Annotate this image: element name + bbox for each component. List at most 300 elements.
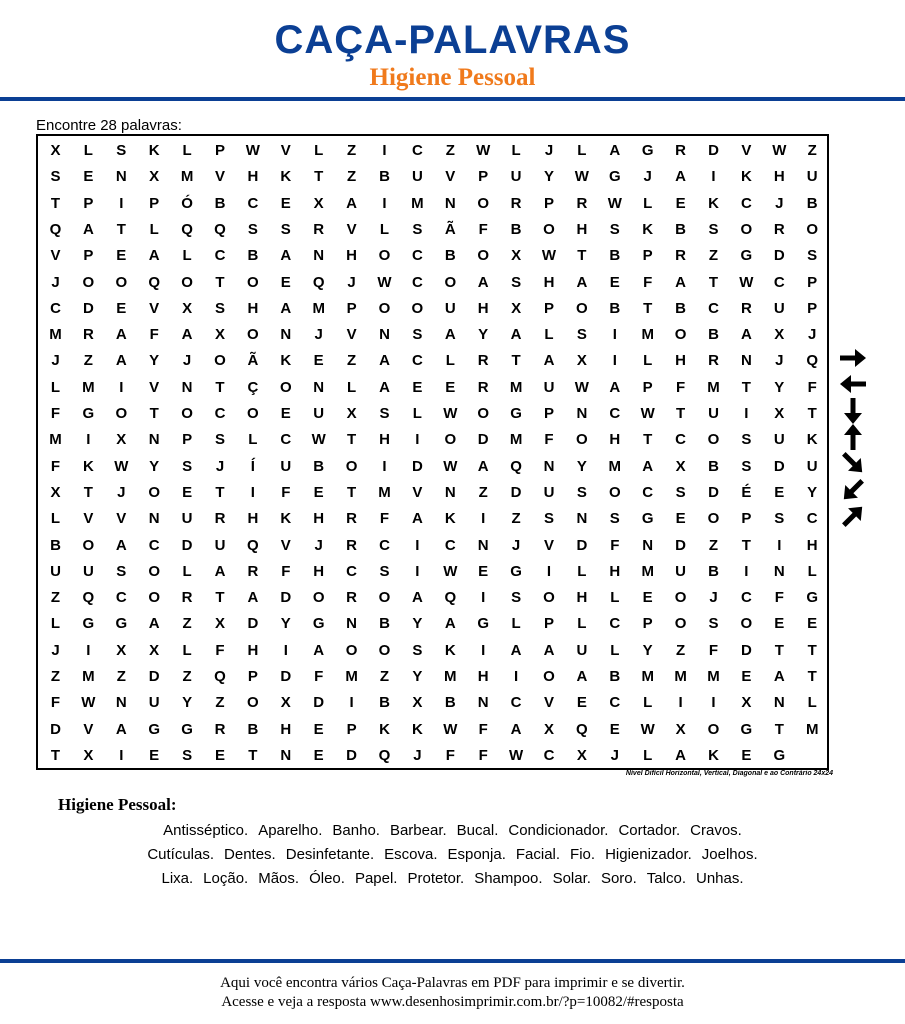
grid-letter[interactable]: C (609, 694, 621, 712)
grid-letter[interactable]: P (642, 615, 653, 633)
grid-letter[interactable]: S (708, 615, 719, 633)
grid-letter[interactable]: E (313, 746, 324, 764)
grid-letter[interactable]: X (774, 326, 785, 344)
grid-letter[interactable]: C (115, 589, 127, 607)
grid-letter[interactable]: X (412, 694, 423, 712)
grid-letter[interactable]: W (574, 378, 589, 396)
grid-letter[interactable]: M (378, 483, 391, 501)
grid-letter[interactable]: I (711, 168, 716, 186)
grid-letter[interactable]: W (311, 431, 326, 449)
grid-letter[interactable]: G (82, 405, 95, 422)
grid-letter[interactable]: N (115, 694, 127, 712)
grid-letter[interactable]: Z (708, 247, 719, 265)
grid-letter[interactable]: T (643, 431, 653, 449)
grid-letter[interactable]: U (510, 168, 522, 186)
grid-letter[interactable]: P (83, 194, 94, 212)
grid-letter[interactable]: L (347, 378, 357, 396)
grid-letter[interactable]: X (50, 483, 61, 501)
grid-letter[interactable]: D (773, 247, 785, 265)
grid-letter[interactable]: D (313, 694, 325, 712)
grid-letter[interactable]: T (215, 273, 225, 291)
grid-letter[interactable]: O (115, 405, 128, 422)
grid-letter[interactable]: O (345, 457, 358, 475)
grid-letter[interactable]: X (182, 299, 193, 317)
grid-letter[interactable]: L (643, 746, 653, 764)
grid-letter[interactable]: U (50, 562, 61, 580)
grid-letter[interactable]: A (609, 378, 621, 396)
grid-letter[interactable]: J (610, 746, 619, 764)
grid-letter[interactable]: X (280, 694, 291, 712)
grid-letter[interactable]: A (609, 142, 621, 159)
grid-letter[interactable]: H (346, 247, 358, 265)
grid-letter[interactable]: A (675, 746, 687, 764)
grid-letter[interactable]: O (674, 326, 687, 344)
grid-letter[interactable]: A (444, 326, 456, 344)
grid-letter[interactable]: A (313, 641, 325, 659)
grid-letter[interactable]: W (377, 273, 392, 291)
grid-letter[interactable]: I (481, 510, 486, 528)
grid-letter[interactable]: R (346, 536, 358, 554)
grid-letter[interactable]: Y (149, 352, 160, 370)
grid-letter[interactable]: Z (676, 641, 686, 659)
grid-letter[interactable]: Y (543, 168, 554, 186)
grid-letter[interactable]: I (546, 562, 552, 580)
grid-letter[interactable]: C (148, 536, 160, 554)
grid-letter[interactable]: B (806, 194, 818, 212)
grid-letter[interactable]: Y (478, 326, 489, 344)
grid-letter[interactable]: X (50, 142, 61, 159)
grid-letter[interactable]: O (543, 589, 555, 607)
grid-letter[interactable]: U (576, 641, 588, 659)
grid-letter[interactable]: W (114, 457, 129, 475)
grid-letter[interactable]: E (412, 378, 423, 396)
grid-letter[interactable]: H (576, 220, 588, 238)
grid-letter[interactable]: U (806, 457, 818, 475)
grid-letter[interactable]: K (280, 168, 292, 186)
grid-letter[interactable]: L (643, 194, 653, 212)
grid-letter[interactable]: E (280, 273, 291, 291)
grid-letter[interactable]: N (181, 378, 193, 396)
grid-letter[interactable]: S (50, 168, 61, 186)
grid-letter[interactable]: T (774, 641, 784, 659)
grid-letter[interactable]: W (509, 746, 524, 764)
grid-letter[interactable]: Q (806, 352, 819, 370)
grid-letter[interactable]: M (49, 431, 62, 449)
grid-letter[interactable]: A (115, 326, 127, 344)
grid-letter[interactable]: O (411, 299, 424, 317)
grid-letter[interactable]: F (544, 431, 554, 449)
grid-letter[interactable]: X (675, 720, 686, 738)
grid-letter[interactable]: J (314, 536, 323, 554)
grid-letter[interactable]: C (247, 194, 259, 212)
grid-letter[interactable]: V (214, 168, 225, 186)
grid-letter[interactable]: F (215, 641, 225, 659)
grid-letter[interactable]: X (511, 247, 522, 265)
grid-letter[interactable]: I (415, 431, 420, 449)
grid-letter[interactable]: V (346, 326, 357, 344)
grid-letter[interactable]: B (379, 615, 390, 633)
grid-letter[interactable]: I (415, 536, 420, 554)
grid-letter[interactable]: T (807, 668, 817, 685)
grid-letter[interactable]: H (477, 668, 489, 685)
grid-letter[interactable]: D (675, 536, 687, 554)
grid-letter[interactable]: O (740, 615, 753, 633)
grid-letter[interactable]: Q (510, 457, 522, 475)
grid-letter[interactable]: E (83, 168, 94, 186)
grid-letter[interactable]: O (444, 431, 457, 449)
grid-letter[interactable]: M (674, 668, 687, 685)
grid-letter[interactable]: E (313, 720, 324, 738)
grid-letter[interactable]: M (411, 194, 424, 212)
grid-letter[interactable]: S (511, 589, 522, 607)
grid-letter[interactable]: J (413, 746, 422, 764)
grid-letter[interactable]: S (576, 326, 587, 344)
grid-letter[interactable]: S (247, 220, 258, 238)
grid-letter[interactable]: Z (50, 589, 61, 607)
grid-letter[interactable]: A (510, 326, 522, 344)
grid-letter[interactable]: B (510, 220, 522, 238)
grid-letter[interactable]: Q (444, 589, 457, 607)
grid-letter[interactable]: V (83, 510, 94, 528)
grid-letter[interactable]: D (148, 668, 160, 685)
grid-letter[interactable]: S (543, 510, 554, 528)
grid-letter[interactable]: A (115, 536, 127, 554)
grid-letter[interactable]: X (741, 694, 752, 712)
grid-letter[interactable]: I (382, 457, 387, 475)
grid-letter[interactable]: A (148, 615, 160, 633)
grid-letter[interactable]: N (313, 378, 325, 396)
grid-letter[interactable]: Ã (444, 220, 456, 238)
grid-letter[interactable]: A (477, 457, 489, 475)
grid-letter[interactable]: Q (181, 220, 193, 238)
grid-letter[interactable]: C (609, 405, 621, 422)
grid-letter[interactable]: L (610, 641, 620, 659)
grid-letter[interactable]: J (117, 483, 126, 501)
grid-letter[interactable]: A (740, 326, 752, 344)
grid-letter[interactable]: Y (182, 694, 193, 712)
grid-letter[interactable]: K (411, 720, 423, 738)
grid-letter[interactable]: B (247, 247, 259, 265)
grid-letter[interactable]: L (577, 562, 587, 580)
grid-letter[interactable]: J (51, 641, 60, 659)
grid-letter[interactable]: V (445, 168, 456, 186)
grid-letter[interactable]: N (477, 536, 489, 554)
grid-letter[interactable]: B (708, 457, 719, 475)
grid-letter[interactable]: E (313, 483, 324, 501)
grid-letter[interactable]: H (477, 299, 489, 317)
grid-letter[interactable]: I (777, 536, 782, 554)
grid-letter[interactable]: I (612, 326, 617, 344)
grid-letter[interactable]: L (83, 142, 93, 159)
grid-letter[interactable]: O (707, 431, 720, 449)
grid-letter[interactable]: U (411, 168, 423, 186)
grid-letter[interactable]: A (214, 562, 226, 580)
grid-letter[interactable]: M (641, 668, 654, 685)
grid-letter[interactable]: X (675, 457, 686, 475)
grid-letter[interactable]: O (740, 220, 753, 238)
grid-letter[interactable]: N (148, 510, 160, 528)
grid-letter[interactable]: S (214, 299, 225, 317)
grid-letter[interactable]: X (576, 746, 587, 764)
grid-letter[interactable]: G (181, 720, 193, 738)
grid-letter[interactable]: R (82, 326, 94, 344)
grid-letter[interactable]: I (382, 142, 387, 159)
grid-letter[interactable]: B (675, 220, 687, 238)
grid-letter[interactable]: I (415, 562, 420, 580)
grid-letter[interactable]: W (443, 720, 458, 738)
grid-letter[interactable]: X (576, 352, 587, 370)
grid-letter[interactable]: P (642, 378, 653, 396)
grid-letter[interactable]: W (574, 168, 589, 186)
grid-letter[interactable]: N (280, 326, 292, 344)
grid-letter[interactable]: H (247, 510, 259, 528)
grid-letter[interactable]: Ã (247, 352, 259, 370)
grid-letter[interactable]: T (215, 589, 225, 607)
grid-letter[interactable]: S (741, 457, 752, 475)
grid-letter[interactable]: N (773, 694, 785, 712)
grid-letter[interactable]: R (346, 510, 358, 528)
grid-letter[interactable]: H (313, 510, 325, 528)
grid-letter[interactable]: N (313, 247, 325, 265)
grid-letter[interactable]: M (608, 457, 622, 475)
grid-letter[interactable]: D (477, 431, 489, 449)
grid-letter[interactable]: H (773, 168, 785, 186)
grid-letter[interactable]: L (50, 615, 61, 633)
grid-letter[interactable]: I (86, 431, 91, 449)
grid-letter[interactable]: F (478, 720, 488, 738)
grid-letter[interactable]: A (411, 510, 423, 528)
grid-letter[interactable]: U (806, 168, 818, 186)
grid-letter[interactable]: P (642, 247, 653, 265)
grid-letter[interactable]: C (708, 299, 719, 317)
grid-letter[interactable]: R (181, 589, 193, 607)
grid-letter[interactable]: W (541, 247, 557, 265)
grid-letter[interactable]: W (443, 562, 458, 580)
grid-letter[interactable]: E (149, 746, 160, 764)
grid-letter[interactable]: Z (347, 352, 357, 370)
grid-letter[interactable]: R (510, 194, 522, 212)
grid-letter[interactable]: U (181, 510, 193, 528)
grid-letter[interactable]: L (544, 326, 554, 344)
grid-letter[interactable]: D (708, 483, 719, 501)
grid-letter[interactable]: J (709, 589, 718, 607)
grid-letter[interactable]: L (610, 589, 620, 607)
grid-letter[interactable]: H (247, 299, 259, 317)
grid-letter[interactable]: S (609, 220, 620, 238)
grid-letter[interactable]: O (148, 562, 161, 580)
grid-letter[interactable]: H (379, 431, 390, 449)
grid-letter[interactable]: T (676, 405, 686, 422)
grid-letter[interactable]: A (82, 220, 94, 238)
grid-letter[interactable]: T (215, 378, 225, 396)
grid-letter[interactable]: N (740, 352, 752, 370)
grid-letter[interactable]: D (740, 641, 752, 659)
grid-letter[interactable]: W (443, 457, 458, 475)
grid-letter[interactable]: O (707, 510, 720, 528)
grid-letter[interactable]: M (707, 668, 720, 685)
grid-letter[interactable]: U (543, 378, 555, 396)
grid-letter[interactable]: P (149, 194, 160, 212)
grid-letter[interactable]: F (314, 668, 324, 685)
grid-letter[interactable]: B (609, 247, 621, 265)
grid-letter[interactable]: J (643, 168, 652, 186)
grid-letter[interactable]: I (119, 378, 124, 396)
grid-letter[interactable]: R (477, 352, 489, 370)
grid-letter[interactable]: W (739, 273, 754, 291)
grid-letter[interactable]: C (510, 694, 522, 712)
grid-letter[interactable]: E (675, 194, 686, 212)
grid-letter[interactable]: Ó (181, 194, 193, 212)
grid-letter[interactable]: Y (807, 483, 818, 501)
grid-letter[interactable]: D (82, 299, 94, 317)
grid-letter[interactable]: P (214, 142, 225, 159)
grid-letter[interactable]: D (181, 536, 193, 554)
grid-letter[interactable]: É (741, 483, 752, 501)
grid-letter[interactable]: E (774, 483, 785, 501)
grid-letter[interactable]: O (674, 615, 687, 633)
grid-letter[interactable]: O (444, 273, 457, 291)
grid-letter[interactable]: M (345, 668, 358, 685)
grid-letter[interactable]: N (477, 694, 489, 712)
grid-letter[interactable]: A (543, 641, 555, 659)
grid-letter[interactable]: G (608, 168, 621, 186)
grid-letter[interactable]: P (807, 299, 818, 317)
grid-letter[interactable]: T (149, 405, 159, 422)
grid-letter[interactable]: E (609, 720, 620, 738)
grid-letter[interactable]: N (444, 483, 456, 501)
grid-letter[interactable]: Y (412, 668, 423, 685)
grid-letter[interactable]: O (378, 589, 391, 607)
grid-letter[interactable]: X (346, 405, 357, 422)
grid-letter[interactable]: O (115, 273, 128, 291)
grid-letter[interactable]: V (116, 510, 127, 528)
grid-letter[interactable]: A (576, 273, 588, 291)
grid-letter[interactable]: G (477, 615, 490, 633)
grid-letter[interactable]: D (773, 457, 785, 475)
grid-letter[interactable]: T (708, 273, 719, 291)
grid-letter[interactable]: P (741, 510, 752, 528)
grid-letter[interactable]: A (444, 615, 456, 633)
grid-letter[interactable]: X (149, 168, 160, 186)
grid-letter[interactable]: B (444, 694, 456, 712)
grid-letter[interactable]: Z (379, 668, 390, 685)
grid-letter[interactable]: E (675, 510, 686, 528)
grid-letter[interactable]: Z (347, 142, 357, 159)
grid-letter[interactable]: O (806, 220, 819, 238)
grid-letter[interactable]: M (805, 720, 819, 738)
grid-letter[interactable]: B (214, 194, 226, 212)
grid-letter[interactable]: L (577, 142, 587, 159)
grid-letter[interactable]: H (280, 720, 292, 738)
grid-letter[interactable]: I (86, 641, 91, 659)
grid-letter[interactable]: L (149, 220, 159, 238)
grid-letter[interactable]: V (412, 483, 423, 501)
grid-letter[interactable]: S (379, 405, 390, 422)
grid-letter[interactable]: H (576, 589, 588, 607)
grid-letter[interactable]: S (412, 641, 423, 659)
grid-letter[interactable]: S (774, 510, 785, 528)
grid-letter[interactable]: J (775, 194, 784, 212)
grid-letter[interactable]: B (675, 299, 687, 317)
grid-letter[interactable]: P (478, 168, 489, 186)
grid-letter[interactable]: L (643, 694, 653, 712)
grid-letter[interactable]: A (148, 247, 160, 265)
grid-letter[interactable]: M (82, 378, 95, 396)
grid-letter[interactable]: A (675, 273, 687, 291)
grid-letter[interactable]: G (510, 562, 522, 580)
grid-letter[interactable]: E (313, 352, 324, 370)
grid-letter[interactable]: J (51, 352, 60, 370)
grid-letter[interactable]: U (444, 299, 456, 317)
grid-letter[interactable]: B (379, 168, 390, 186)
grid-letter[interactable]: W (772, 142, 787, 159)
grid-letter[interactable]: A (115, 352, 127, 370)
grid-letter[interactable]: C (642, 483, 654, 501)
grid-letter[interactable]: A (543, 352, 555, 370)
grid-letter[interactable]: T (347, 431, 357, 449)
grid-letter[interactable]: P (83, 247, 94, 265)
grid-letter[interactable]: S (741, 431, 752, 449)
grid-letter[interactable]: J (511, 536, 521, 554)
grid-letter[interactable]: Y (576, 457, 587, 475)
grid-letter[interactable]: A (642, 457, 654, 475)
grid-letter[interactable]: M (509, 431, 523, 449)
grid-letter[interactable]: N (444, 194, 456, 212)
grid-letter[interactable]: D (510, 483, 522, 501)
grid-letter[interactable]: M (312, 299, 325, 317)
grid-letter[interactable]: D (280, 668, 292, 685)
grid-letter[interactable]: K (708, 194, 719, 212)
grid-letter[interactable]: C (773, 273, 785, 291)
grid-letter[interactable]: A (115, 720, 127, 738)
grid-letter[interactable]: Y (280, 615, 291, 633)
grid-letter[interactable]: F (50, 457, 61, 475)
grid-letter[interactable]: A (181, 326, 193, 344)
grid-letter[interactable]: D (50, 720, 61, 738)
grid-letter[interactable]: A (576, 668, 588, 685)
grid-letter[interactable]: A (379, 378, 390, 396)
grid-letter[interactable]: L (248, 431, 258, 449)
grid-letter[interactable]: O (148, 483, 161, 501)
grid-letter[interactable]: C (740, 589, 752, 607)
grid-letter[interactable]: I (711, 694, 716, 712)
grid-letter[interactable]: W (607, 194, 622, 212)
grid-letter[interactable]: C (346, 562, 358, 580)
grid-letter[interactable]: H (609, 562, 621, 580)
grid-letter[interactable]: I (283, 641, 288, 659)
grid-letter[interactable]: E (280, 405, 291, 422)
grid-letter[interactable]: E (116, 247, 127, 265)
grid-letter[interactable]: W (640, 720, 655, 738)
grid-letter[interactable]: F (50, 694, 61, 712)
grid-letter[interactable]: V (83, 720, 94, 738)
grid-letter[interactable]: E (182, 483, 193, 501)
grid-letter[interactable]: T (83, 483, 93, 501)
grid-letter[interactable]: O (82, 536, 95, 554)
grid-letter[interactable]: V (149, 299, 160, 317)
grid-letter[interactable]: I (250, 483, 255, 501)
grid-letter[interactable]: Q (49, 220, 62, 238)
grid-letter[interactable]: H (543, 273, 555, 291)
grid-letter[interactable]: Z (708, 536, 719, 554)
grid-letter[interactable]: J (215, 457, 225, 475)
grid-letter[interactable]: C (609, 615, 621, 633)
grid-letter[interactable]: A (346, 194, 358, 212)
grid-letter[interactable]: X (511, 299, 522, 317)
grid-letter[interactable]: U (82, 562, 94, 580)
grid-letter[interactable]: D (280, 589, 292, 607)
grid-letter[interactable]: T (741, 378, 751, 396)
